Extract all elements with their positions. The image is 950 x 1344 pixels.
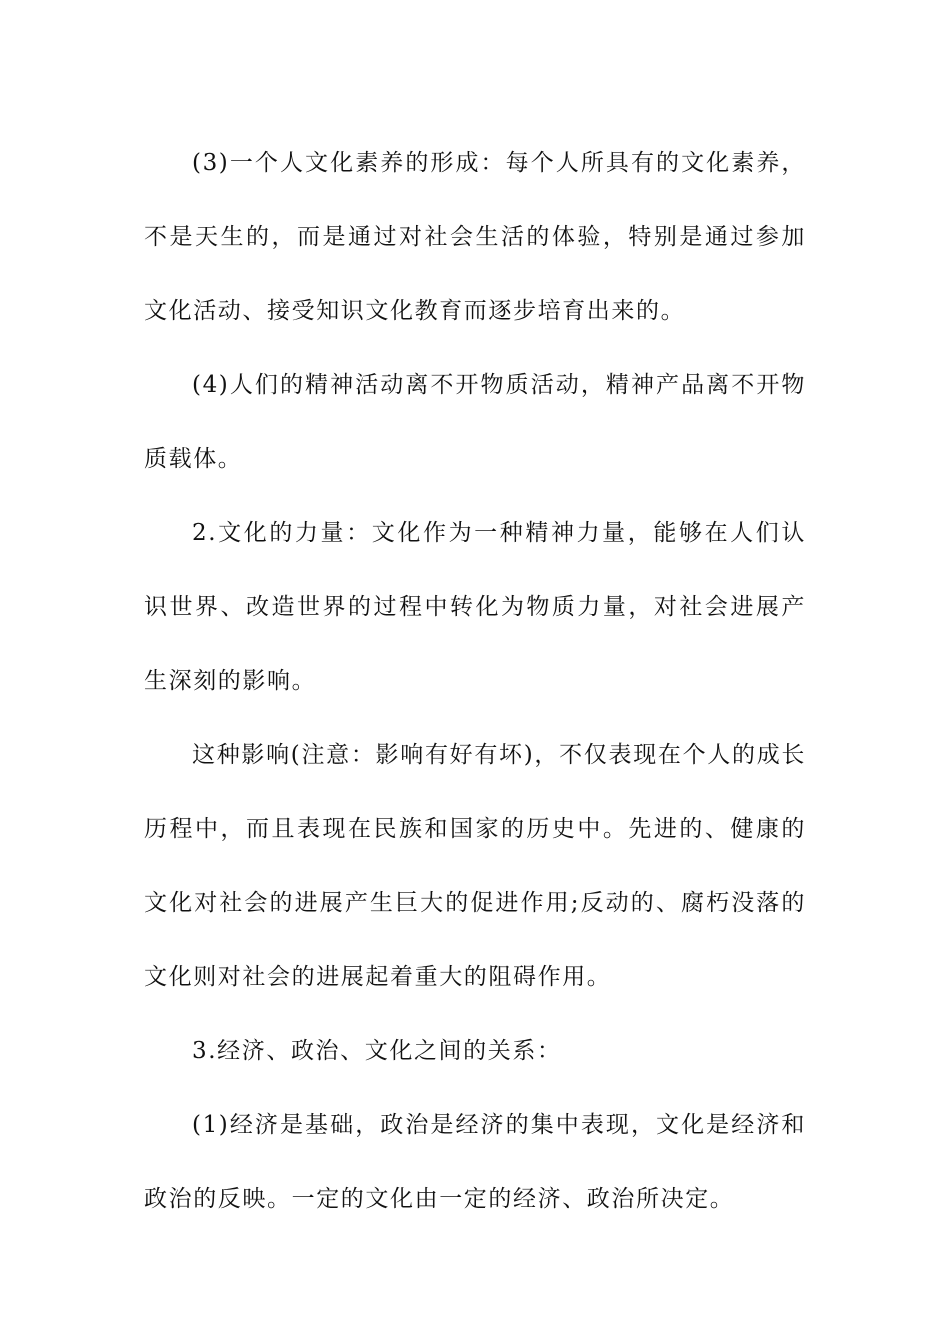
paragraph-spiritual-material-carrier: (4)人们的精神活动离不开物质活动，精神产品离不开物质载体。 [144,372,806,472]
paragraph-cultural-literacy-formation: (3)一个人文化素养的形成：每个人所具有的文化素养，不是天生的，而是通过对社会生活的体验，特别是通过参加文化活动、接受知识文化教育而逐步培育出来的。 [144,150,806,324]
paragraph-economy-politics-culture: (1)经济是基础，政治是经济的集中表现，文化是经济和政治的反映。一定的文化由一定的经济、政治所决定。 [144,1112,806,1212]
document-body [144,126,806,1236]
paragraph-power-of-culture: 2.文化的力量：文化作为一种精神力量，能够在人们认识世界、改造世界的过程中转化为物质力量，对社会进展产生深刻的影响。 [144,520,806,694]
paragraph-influence-of-culture: 这种影响(注意：影响有好有坏)，不仅表现在个人的成长历程中，而且表现在民族和国家的历史中。先进的、健康的文化对社会的进展产生巨大的促进作用;反动的、腐朽没落的文化则对社会的进展起着重大的阻碍作用。 [144,742,806,990]
paragraph-relationship-heading: 3.经济、政治、文化之间的关系： [192,1038,562,1064]
